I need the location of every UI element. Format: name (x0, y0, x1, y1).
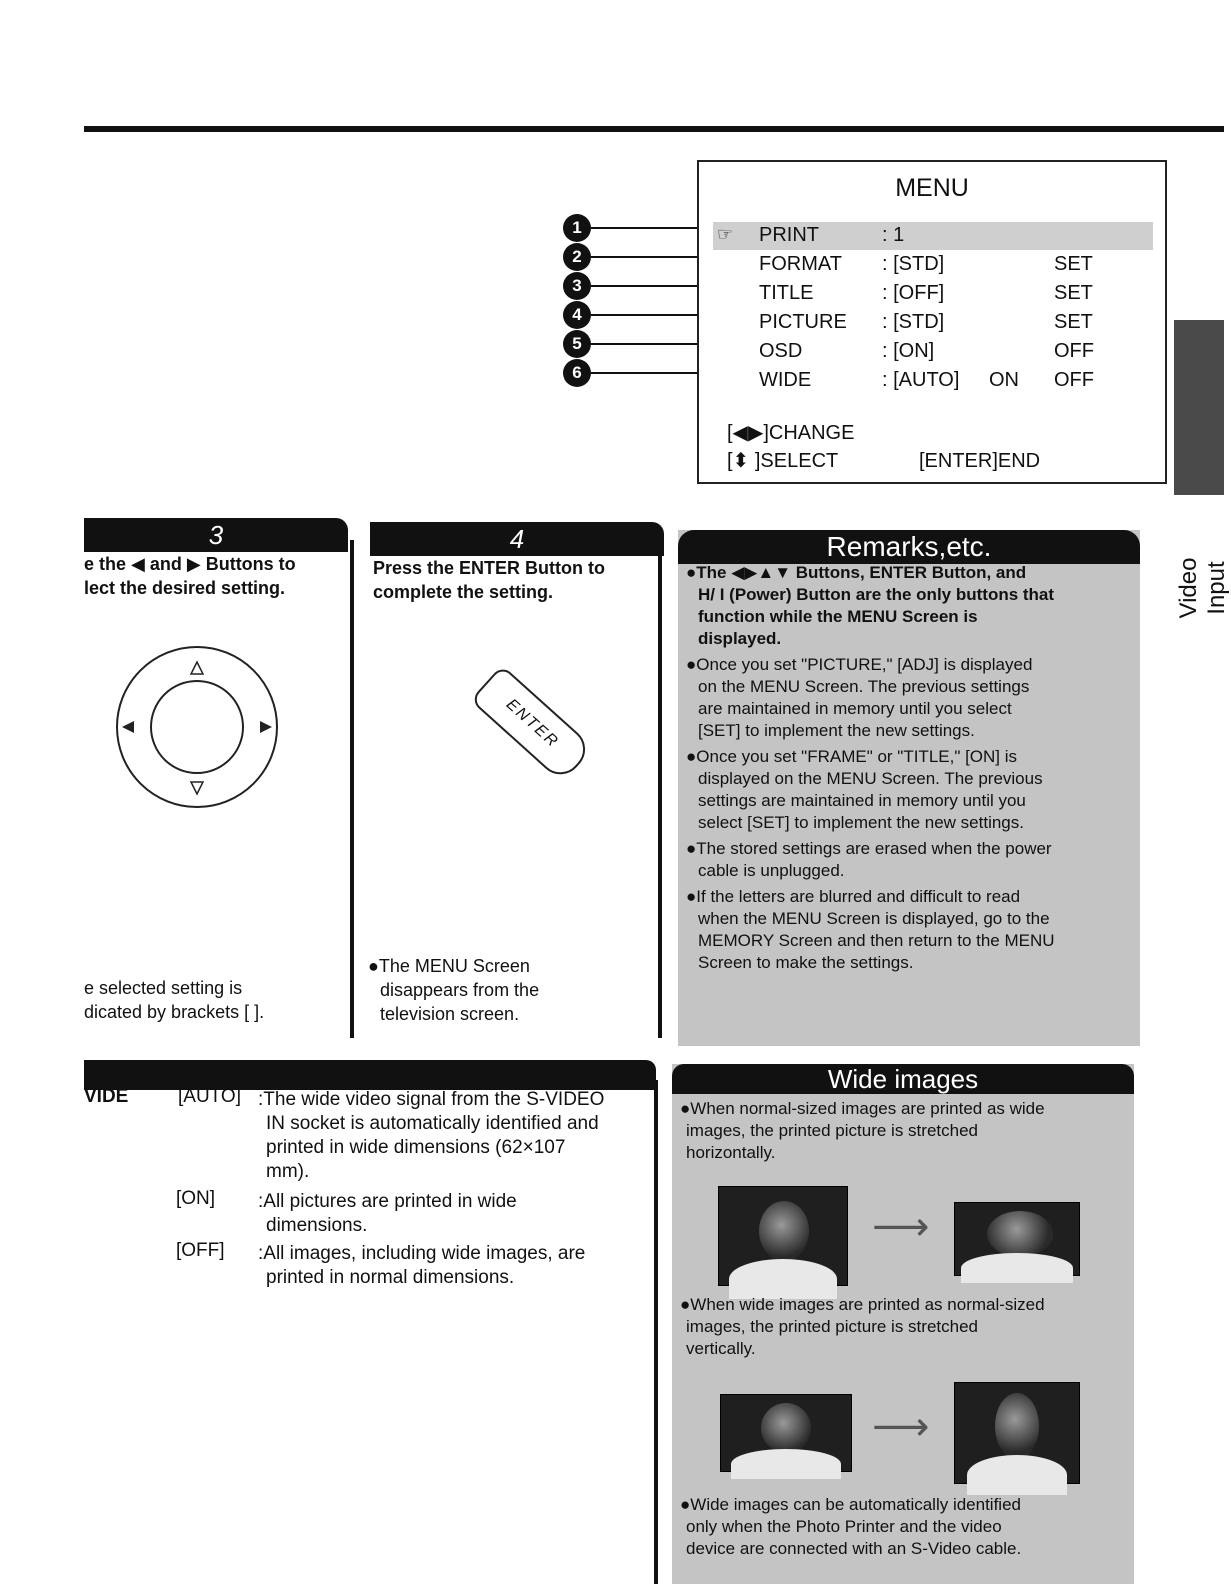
menu-row-value: : [STD] (882, 311, 945, 333)
wide-section-header (84, 1060, 656, 1090)
step-3-note-line2: dicated by brackets [ ]. (84, 1002, 265, 1022)
joystick-icon (114, 644, 280, 810)
change-hint: [◀▶]CHANGE (727, 422, 855, 444)
remark-line: displayed. (698, 629, 782, 648)
menu-row-label: PRINT (759, 224, 819, 246)
wide-auto-desc: printed in wide dimensions (62×107 (266, 1137, 566, 1158)
select-hint: [⬍ ]SELECT (727, 450, 839, 472)
menu-row-value: : [OFF] (882, 282, 945, 304)
step-3-note-line1: e selected setting is (84, 978, 243, 998)
wide-images-line: ●When normal-sized images are printed as wide (680, 1099, 1045, 1118)
menu-row-value: : [ON] (882, 340, 935, 362)
wide-auto-option: [AUTO] (178, 1086, 241, 1107)
wide-off-option: [OFF] (176, 1240, 225, 1261)
pointing-hand-icon: ☞ (717, 224, 734, 244)
menu-row-value: : 1 (882, 224, 905, 246)
stretched-normal-thumbnail (954, 1382, 1080, 1484)
callout-3: 3 (563, 272, 591, 300)
remark-line: settings are maintained in memory until you (698, 791, 1026, 810)
remark-line: ●Once you set "PICTURE," [ADJ] is displayed (686, 655, 1033, 674)
top-rule (84, 126, 1224, 132)
remark-line: MEMORY Screen and then return to the MENU (698, 931, 1055, 950)
remark-line: Screen to make the settings. (698, 953, 914, 972)
menu-row-option: OFF (1054, 369, 1094, 391)
menu-row-label: PICTURE (759, 311, 847, 333)
remark-line: H/ I (Power) Button are the only buttons that (698, 585, 1055, 604)
wide-images-line: ●Wide images can be automatically identified (680, 1495, 1021, 1514)
wide-images-line: horizontally. (686, 1143, 776, 1162)
menu-row-option-mid: ON (989, 369, 1019, 391)
remark-line: are maintained in memory until you select (698, 699, 1012, 718)
remark-line: ●Once you set "FRAME" or "TITLE," [ON] is (686, 747, 1018, 766)
menu-row-label: TITLE (759, 282, 814, 304)
wide-setting-name: VIDE (84, 1086, 129, 1107)
wide-images-line: device are connected with an S-Video cable. (686, 1539, 1022, 1558)
normal-image-thumbnail (718, 1186, 848, 1286)
step-3-instruction-line1: e the ◀ and ▶ Buttons to (84, 554, 296, 574)
right-arrow-icon: ⟶ (872, 1405, 930, 1449)
step-4-note-line1: ●The MENU Screen (368, 956, 530, 976)
callout-2: 2 (563, 243, 591, 271)
wide-images-line: only when the Photo Printer and the video (686, 1517, 1002, 1536)
menu-screen (697, 160, 1167, 484)
remark-line: cable is unplugged. (698, 861, 845, 880)
section-tab (1174, 320, 1224, 495)
remark-line: select [SET] to implement the new settings. (698, 813, 1024, 832)
end-hint: [ENTER]END (919, 450, 1041, 472)
remark-line: on the MENU Screen. The previous settings (698, 677, 1030, 696)
wide-section-rule (654, 1080, 658, 1584)
menu-row-option: SET (1054, 311, 1093, 333)
menu-row-option: SET (1054, 253, 1093, 275)
enter-button[interactable]: ENTER (470, 665, 594, 784)
callout-leader (591, 314, 711, 316)
menu-row-title[interactable] (699, 282, 1165, 310)
callout-5: 5 (563, 330, 591, 358)
section-label: Video Input (1175, 557, 1230, 619)
stretched-wide-thumbnail (954, 1202, 1080, 1276)
right-arrow-icon: ⟶ (872, 1205, 930, 1249)
step-3-header: 3 (84, 518, 348, 552)
step-4-instruction-line2: complete the setting. (373, 582, 554, 602)
callout-1: 1 (563, 214, 591, 242)
wide-off-desc: printed in normal dimensions. (266, 1267, 515, 1288)
callout-leader (591, 343, 711, 345)
remark-line: [SET] to implement the new settings. (698, 721, 975, 740)
wide-images-line: images, the printed picture is stretched (686, 1317, 978, 1336)
remark-line: ●The stored settings are erased when the power (686, 839, 1052, 858)
menu-row-wide[interactable] (699, 369, 1165, 397)
menu-row-osd[interactable] (699, 340, 1165, 368)
wide-on-desc: dimensions. (266, 1215, 368, 1236)
callout-6: 6 (563, 359, 591, 387)
menu-row-label: OSD (759, 340, 803, 362)
menu-row-print[interactable] (699, 224, 1165, 252)
menu-row-option: SET (1054, 282, 1093, 304)
step-3-rule (350, 540, 354, 1038)
step-4-note-line2: disappears from the (380, 980, 540, 1000)
step-4-note-line3: television screen. (380, 1004, 520, 1024)
menu-row-picture[interactable] (699, 311, 1165, 339)
remarks-title: Remarks,etc. (678, 530, 1140, 564)
step-4-rule (658, 544, 662, 1038)
callout-leader (591, 256, 711, 258)
wide-images-panel (672, 1064, 1134, 1584)
remarks-panel (678, 530, 1140, 1046)
wide-image-thumbnail (720, 1394, 852, 1472)
remark-line: ●The ◀▶▲▼ Buttons, ENTER Button, and (686, 563, 1027, 582)
remark-line: when the MENU Screen is displayed, go to the (698, 909, 1050, 928)
menu-row-value: : [STD] (882, 253, 945, 275)
callout-leader (591, 372, 711, 374)
remark-line: function while the MENU Screen is (698, 607, 978, 626)
wide-auto-desc: :The wide video signal from the S-VIDEO (258, 1089, 605, 1110)
menu-row-option: OFF (1054, 340, 1094, 362)
menu-title: MENU (895, 174, 969, 202)
remark-line: displayed on the MENU Screen. The previous (698, 769, 1043, 788)
wide-auto-desc: IN socket is automatically identified and (266, 1113, 599, 1134)
menu-row-label: FORMAT (759, 253, 842, 275)
wide-images-line: images, the printed picture is stretched (686, 1121, 978, 1140)
wide-on-desc: :All pictures are printed in wide (258, 1191, 517, 1212)
wide-auto-desc: mm). (266, 1161, 310, 1182)
menu-row-value: : [AUTO] (882, 369, 960, 391)
callout-leader (591, 285, 711, 287)
wide-images-line: vertically. (686, 1339, 756, 1358)
wide-images-title: Wide images (672, 1064, 1134, 1094)
callout-leader (591, 227, 711, 229)
menu-row-label: WIDE (759, 369, 812, 391)
remark-line: ●If the letters are blurred and difficult to read (686, 887, 1021, 906)
step-4-instruction-line1: Press the ENTER Button to (373, 558, 606, 578)
menu-row-format[interactable] (699, 253, 1165, 281)
wide-images-line: ●When wide images are printed as normal-sized (680, 1295, 1045, 1314)
step-4-header: 4 (370, 522, 664, 556)
step-3-instruction-line2: lect the desired setting. (84, 578, 286, 598)
wide-off-desc: :All images, including wide images, are (258, 1243, 586, 1264)
wide-on-option: [ON] (176, 1188, 216, 1209)
callout-4: 4 (563, 301, 591, 329)
